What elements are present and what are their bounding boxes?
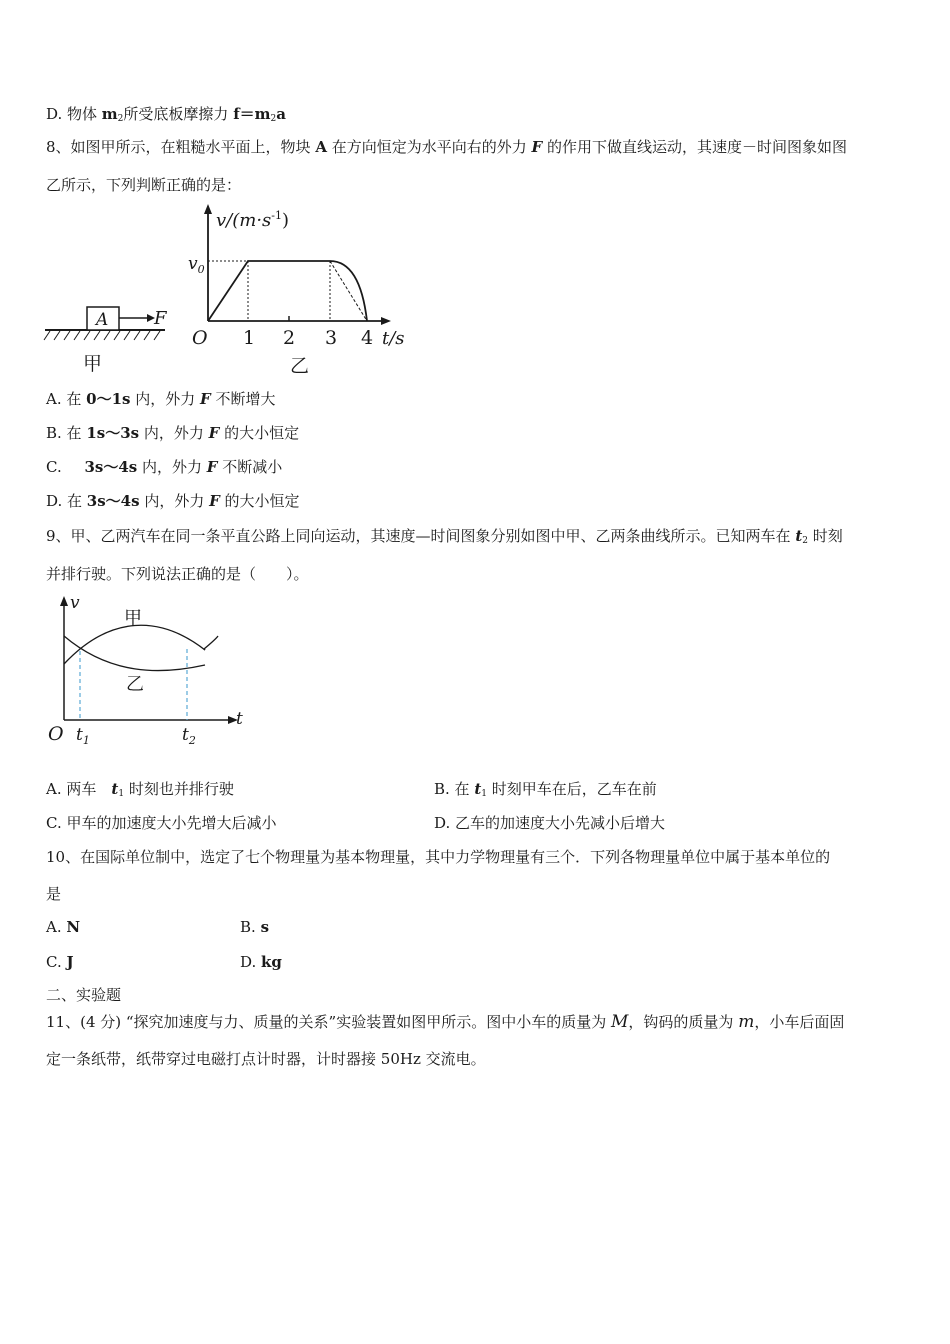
q9-option-a xyxy=(46,779,234,804)
q8-option-d xyxy=(46,491,300,511)
q7d-mid: 所受底板摩擦力 xyxy=(123,105,234,123)
q9-opt-b-text: B. 在 xyxy=(434,780,475,798)
q8-block-a: A xyxy=(315,138,327,156)
q10-stem-line1: 10、在国际单位制中，选定了七个物理量为基本物理量，其中力学物理量有三个．下列各物理量单位中属于基本单位的 xyxy=(46,848,831,866)
q7-option-d xyxy=(46,104,286,129)
q9-stem-line2: 并排行驶。下列说法正确的是（ ）。 xyxy=(46,565,309,583)
q8-y-label: $v/(m\cdot s^{-1})$ xyxy=(216,209,290,231)
q9-curve-jia xyxy=(64,625,205,664)
q8-opt-b-label: B. 在 xyxy=(46,424,87,442)
q11-stem-line1 xyxy=(46,1012,844,1032)
q8-stem-line2: 乙所示，下列判断正确的是： xyxy=(46,176,242,194)
q8-stem-line1 xyxy=(46,137,847,157)
q7d-a: a xyxy=(276,105,286,123)
q9-t-label: t xyxy=(236,709,243,729)
q8-tick-label-4: 4 xyxy=(361,327,374,349)
q9-opt-b-tsub: 1 xyxy=(481,789,487,799)
q8-figure xyxy=(40,200,410,380)
q10-opt-a-label: A. xyxy=(46,918,67,936)
q9-opt-a-text: A. 两车 xyxy=(46,780,112,798)
q7d-formula: f＝m xyxy=(233,105,271,123)
q7d-formula-sub: 2 xyxy=(270,114,277,124)
q8-opt-a-label: A. 在 xyxy=(46,390,87,408)
q8-opt-d-time: 3s～4s xyxy=(86,492,140,510)
q8-tick-label-1: 1 xyxy=(243,327,256,349)
q8-opt-d-label: D. 在 xyxy=(46,492,87,510)
q8-block-label: A xyxy=(96,310,109,330)
q8-text-a: 8、如图甲所示，在粗糙水平面上，物块 xyxy=(46,138,316,156)
q9-opt-a-t: t xyxy=(111,780,119,798)
q8-opt-d-end: 的大小恒定 xyxy=(219,492,300,510)
q8-text-c: 的作用下做直线运动，其速度－时间图象如图 xyxy=(542,138,847,156)
q8-v0-label: $v_0$ xyxy=(188,254,205,276)
q9-t1-label: $t_1$ xyxy=(76,725,90,747)
q7d-m2: m xyxy=(101,105,118,123)
q9-t2-label: $t_2$ xyxy=(182,725,196,747)
q8-opt-b-mid: 内，外力 xyxy=(139,424,209,442)
q10-opt-a-value: N xyxy=(66,918,81,936)
q9-label-yi: 乙 xyxy=(126,674,144,695)
q9-curve-yi xyxy=(64,636,205,671)
q9-label-jia: 甲 xyxy=(124,608,142,629)
q8-option-a xyxy=(46,389,275,409)
q10-option-c xyxy=(46,952,74,972)
q8-x-label: t/s xyxy=(382,328,405,349)
q9-option-d: D. 乙车的加速度大小先减小后增大 xyxy=(434,814,666,832)
q8-opt-a-end: 不断增大 xyxy=(210,390,276,408)
q10-option-b xyxy=(240,917,269,937)
q8-opt-c-time: 3s～4s xyxy=(84,458,138,476)
q9-opt-b-t: t xyxy=(474,780,482,798)
q9-option-b xyxy=(434,779,657,804)
q9-opt-a-tsub: 1 xyxy=(118,789,125,799)
q9-opt-a-end: 时刻也并排行驶 xyxy=(124,780,234,798)
q7d-prefix: D. 物体 xyxy=(46,105,102,123)
q9-text-a: 9、甲、乙两汽车在同一条平直公路上同向运动，其速度—时间图象分别如图中甲、乙两条曲线所示。已知两车在 xyxy=(46,527,796,545)
q9-t2-sub: 2 xyxy=(802,536,808,546)
q8-opt-c-end: 不断减小 xyxy=(217,458,283,476)
q8-opt-d-mid: 内，外力 xyxy=(139,492,210,510)
q10-option-a xyxy=(46,917,80,937)
q8-opt-d-f: F xyxy=(209,492,220,510)
q8-x-arrow xyxy=(381,317,391,325)
q9-t2: t xyxy=(795,527,803,545)
q10-opt-c-value: J xyxy=(66,953,74,971)
q9-origin: O xyxy=(48,723,64,745)
q10-opt-c-label: C. xyxy=(46,953,67,971)
q8-y-arrow xyxy=(204,204,212,214)
q8-fig-yi xyxy=(188,204,405,377)
section-heading: 二、实验题 xyxy=(46,986,122,1004)
q9-opt-b-end: 时刻甲车在后，乙车在前 xyxy=(487,780,657,798)
q10-opt-d-value: kg xyxy=(261,953,282,971)
q9-option-c: C. 甲车的加速度大小先增大后减小 xyxy=(46,814,277,832)
q8-tick-label-2: 2 xyxy=(283,327,296,349)
q8-tick-label-3: 3 xyxy=(325,327,338,349)
q8-opt-c-f: F xyxy=(206,458,218,476)
q10-option-d xyxy=(240,952,282,972)
q10-stem-line2: 是 xyxy=(46,885,62,903)
q8-opt-c-mid: 内，外力 xyxy=(137,458,207,476)
q9-y-arrow xyxy=(60,596,68,606)
q9-v-label: v xyxy=(70,593,80,613)
q8-opt-a-mid: 内，外力 xyxy=(130,390,201,408)
q8-opt-b-end: 的大小恒定 xyxy=(219,424,300,442)
q10-opt-b-value: s xyxy=(260,918,270,936)
q9-stem-line1 xyxy=(46,526,843,551)
q8-opt-b-time: 1s～3s xyxy=(86,424,140,442)
q8-text-b: 在方向恒定为水平向右的外力 xyxy=(326,138,532,156)
q11-stem-line2: 定一条纸带，纸带穿过电磁打点计时器，计时器接 50Hz 交流电。 xyxy=(46,1050,486,1068)
q11-text-a: 11、(4 分) “探究加速度与力、质量的关系”实验装置如图甲所示。图中小车的质量为 xyxy=(46,1013,611,1031)
q8-opt-a-time: 0～1s xyxy=(86,390,131,408)
q8-fig-jia xyxy=(44,307,168,375)
q8-opt-a-f: F xyxy=(200,390,211,408)
q8-label-jia: 甲 xyxy=(83,353,103,375)
q8-option-b xyxy=(46,423,299,443)
q7d-m2-sub: 2 xyxy=(117,114,124,124)
q8-label-yi: 乙 xyxy=(290,355,310,377)
q11-text-b: ，钩码的质量为 xyxy=(628,1013,739,1031)
q9-figure xyxy=(40,590,260,750)
q11-mass-m: m xyxy=(738,1012,755,1032)
q8-opt-b-f: F xyxy=(208,424,220,442)
q11-text-c: ，小车后面固 xyxy=(754,1013,845,1031)
q8-option-c xyxy=(46,457,282,477)
q10-opt-b-label: B. xyxy=(240,918,261,936)
q8-opt-c-label: C. xyxy=(46,458,67,476)
q8-force-label: F xyxy=(154,308,167,329)
q8-vt-line xyxy=(208,261,330,321)
q9-text-b: 时刻 xyxy=(808,527,843,545)
q8-force-f: F xyxy=(531,138,543,156)
q10-opt-d-label: D. xyxy=(240,953,262,971)
q11-mass-M: M xyxy=(610,1012,629,1032)
q9-curve-jia-tail xyxy=(204,636,218,650)
q8-origin: O xyxy=(192,327,208,349)
